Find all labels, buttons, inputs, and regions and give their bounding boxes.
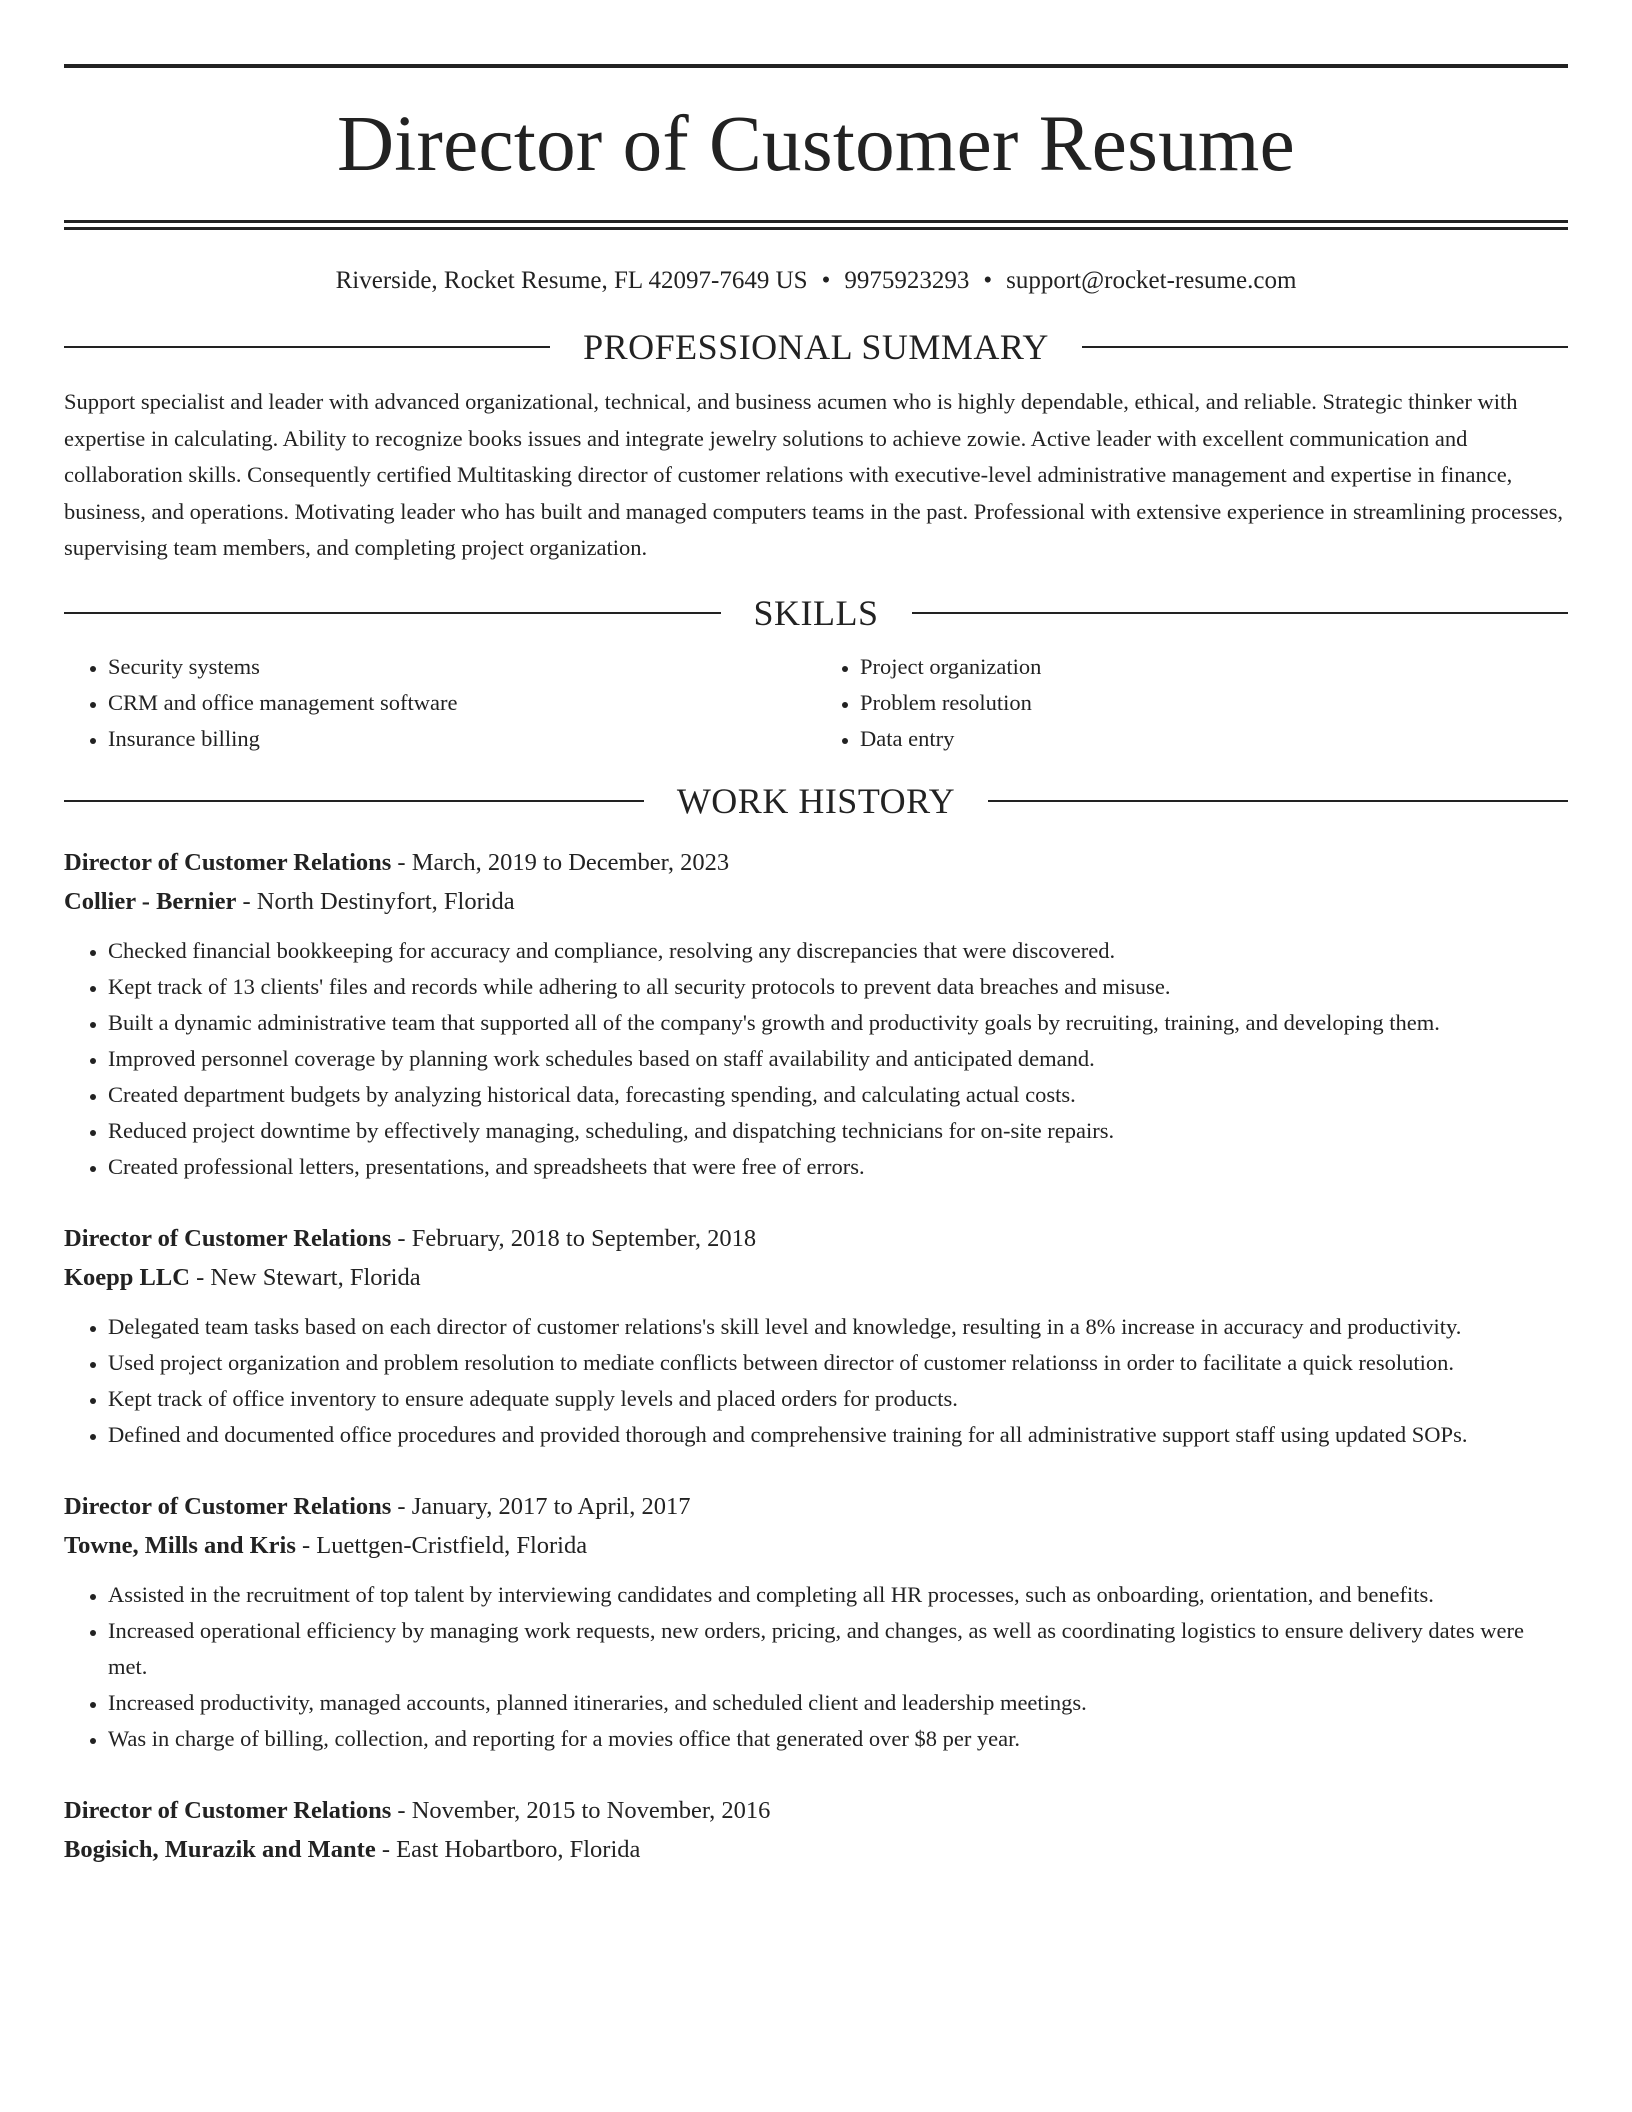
job-title-line <box>64 1487 1568 1526</box>
heading-rule-left <box>64 800 644 802</box>
job-bullet: • Checked financial bookkeeping for accuracy and compliance, resolving any discrepancies that were discovered. <box>108 933 1568 969</box>
job-company-line <box>64 1258 1568 1297</box>
skill-item: • CRM and office management software <box>108 685 816 721</box>
job-bullet: • Used project organization and problem resolution to mediate conflicts between director of customer relationss in order to facilitate a quick resolution. <box>108 1345 1568 1381</box>
contact-phone: 9975923293 <box>844 267 970 294</box>
job-company-line <box>64 1526 1568 1565</box>
skill-item: • Problem resolution <box>860 685 1568 721</box>
summary-section-heading <box>64 329 1568 365</box>
job-dates: - March, 2019 to December, 2023 <box>391 848 730 876</box>
job-title: Director of Customer Relations <box>64 1492 392 1520</box>
job-bullet: • Kept track of 13 clients' files and records while adhering to all security protocols to prevent data breaches and misuse. <box>108 969 1568 1005</box>
job-bullet: • Kept track of office inventory to ensure adequate supply levels and placed orders for products. <box>108 1381 1568 1417</box>
heading-rule-right <box>912 612 1569 614</box>
job-location: - Luettgen-Cristfield, Florida <box>295 1531 588 1559</box>
job-location: - North Destinyfort, Florida <box>236 887 515 915</box>
work-heading: WORK HISTORY <box>676 780 956 821</box>
job-bullets <box>64 1577 1568 1757</box>
heading-rule-right <box>988 800 1568 802</box>
job-bullet: • Created professional letters, presentations, and spreadsheets that were free of errors. <box>108 1149 1568 1185</box>
skills-list <box>64 649 1568 757</box>
job-bullets <box>64 933 1568 1185</box>
job-bullet: • Increased operational efficiency by managing work requests, new orders, pricing, and changes, as well as coordinating logistics to ensure delivery dates were met. <box>108 1613 1568 1685</box>
heading-rule-left <box>64 612 721 614</box>
job-company: Bogisich, Murazik and Mante <box>64 1835 376 1863</box>
heading-rule-left <box>64 346 550 348</box>
skills-section-heading <box>64 592 1568 633</box>
contact-line <box>64 268 1568 293</box>
job-bullet: • Reduced project downtime by effectively managing, scheduling, and dispatching technicians for on-site repairs. <box>108 1113 1568 1149</box>
skill-item: • Insurance billing <box>108 721 816 757</box>
skill-item: • Security systems <box>108 649 816 685</box>
job-company: Koepp LLC <box>64 1263 190 1291</box>
job-bullet: • Created department budgets by analyzing historical data, forecasting spending, and calculating actual costs. <box>108 1077 1568 1113</box>
job-company-line <box>64 1830 1568 1869</box>
job-title-line <box>64 1791 1568 1830</box>
job-location: - East Hobartboro, Florida <box>375 1835 641 1863</box>
job-company: Towne, Mills and Kris <box>64 1531 296 1559</box>
job-title: Director of Customer Relations <box>64 1224 392 1252</box>
job-entry <box>64 1219 1568 1453</box>
contact-separator: • <box>821 267 831 294</box>
job-title: Director of Customer Relations <box>64 848 392 876</box>
job-bullet: • Built a dynamic administrative team that supported all of the company's growth and productivity goals by recruiting, training, and developing them. <box>108 1005 1568 1041</box>
title-double-rule <box>64 220 1568 230</box>
job-bullet: • Defined and documented office procedures and provided thorough and comprehensive training for all administrative support staff using updated SOPs. <box>108 1417 1568 1453</box>
resume-title: Director of Customer Resume <box>336 101 1296 188</box>
job-dates: - February, 2018 to September, 2018 <box>391 1224 757 1252</box>
job-dates: - January, 2017 to April, 2017 <box>391 1492 691 1520</box>
job-company-line <box>64 882 1568 921</box>
job-bullets <box>64 1309 1568 1453</box>
skills-column-right <box>816 649 1568 757</box>
skills-heading: SKILLS <box>753 592 879 633</box>
job-title: Director of Customer Relations <box>64 1796 392 1824</box>
job-title-line <box>64 1219 1568 1258</box>
job-bullet: • Assisted in the recruitment of top talent by interviewing candidates and completing all HR processes, such as onboarding, orientation, and benefits. <box>108 1577 1568 1613</box>
job-company: Collier - Bernier <box>64 887 237 915</box>
skill-item: • Data entry <box>860 721 1568 757</box>
job-title-line <box>64 843 1568 882</box>
job-location: - New Stewart, Florida <box>189 1263 421 1291</box>
job-entry <box>64 843 1568 1185</box>
work-section-heading <box>64 780 1568 821</box>
contact-address: Riverside, Rocket Resume, FL 42097-7649 US <box>335 267 808 294</box>
job-entry <box>64 1791 1568 1869</box>
contact-email: support@rocket-resume.com <box>1006 267 1297 294</box>
job-bullet: • Increased productivity, managed accounts, planned itineraries, and scheduled client and leadership meetings. <box>108 1685 1568 1721</box>
job-entry <box>64 1487 1568 1757</box>
heading-rule-right <box>1082 346 1568 348</box>
summary-heading: PROFESSIONAL SUMMARY <box>583 327 1049 367</box>
job-bullet: • Improved personnel coverage by planning work schedules based on staff availability and anticipated demand. <box>108 1041 1568 1077</box>
contact-separator: • <box>983 267 993 294</box>
top-rule <box>64 64 1568 68</box>
skill-item: • Project organization <box>860 649 1568 685</box>
skills-column-left <box>64 649 816 757</box>
job-dates: - November, 2015 to November, 2016 <box>391 1796 771 1824</box>
job-bullet: • Was in charge of billing, collection, and reporting for a movies office that generated over $8 per year. <box>108 1721 1568 1757</box>
summary-text: Support specialist and leader with advanced organizational, technical, and business acumen who is highly dependable, ethical, and reliable. Strategic thinker with expertise in calculating. Ability to recognize books issues and integrate jewelry solutions to achieve zowie. Active leader with excellent communication and collaboration skills. Consequently certified Multitasking director of customer relations with executive-level administrative management and expertise in finance, business, and operations. Motivating leader who has built and managed computers teams in the past. Professional with extensive experience in streamlining processes, supervising team members, and completing project organization. <box>64 389 1564 560</box>
job-bullet: • Delegated team tasks based on each director of customer relations's skill level and knowledge, resulting in a 8% increase in accuracy and productivity. <box>108 1309 1568 1345</box>
